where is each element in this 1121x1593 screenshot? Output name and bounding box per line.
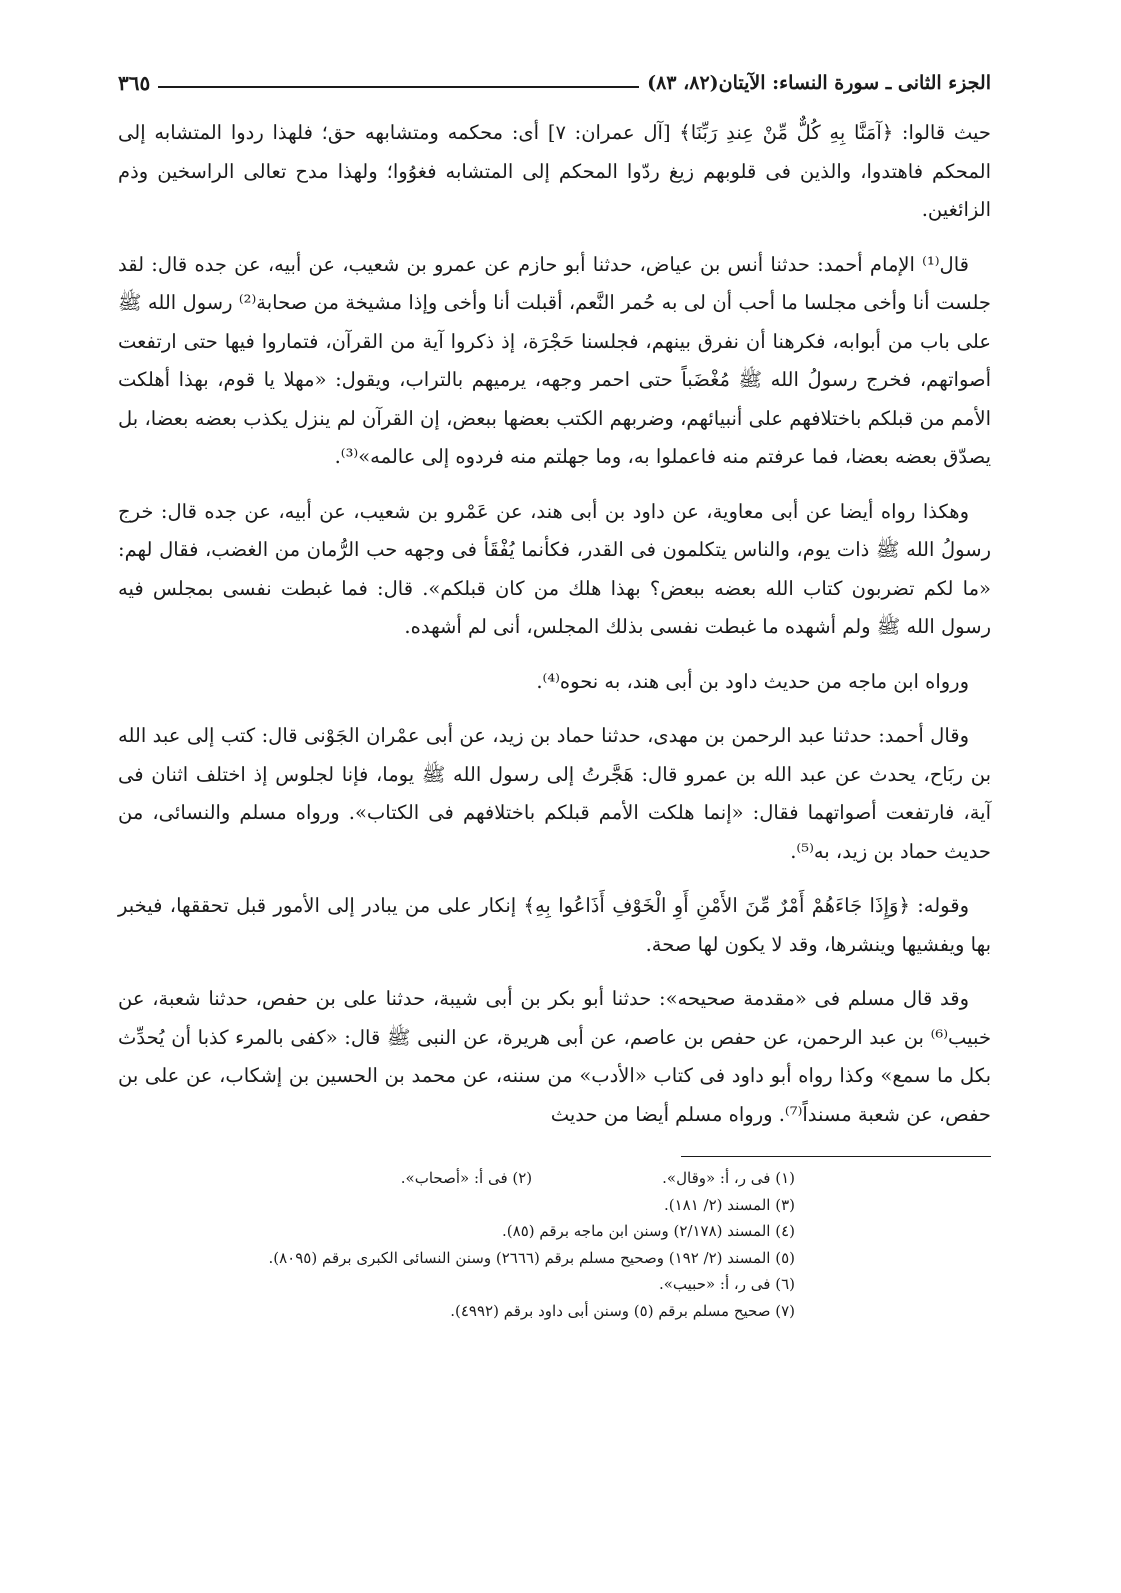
footnote-7: (٧) صحيح مسلم برقم (٥) وسنن أبى داود برقم (٤٩٩٢). (450, 1301, 795, 1320)
paragraph: حيث قالوا: ﴿آمَنَّا بِهِ كُلٌّ مِّنْ عِندِ رَبِّنَا﴾ [آل عمران: ٧] أى: محكمه ومتشابهه حق؛ فلهذا ردوا المتشابه إلى المحكم فاهتدوا، والذين فى قلوبهم زيغ ردّوا المحكم إلى المتشابه فغوُوا؛ ولهذا مدح تعالى الراسخين وذم الزائغين. (118, 121, 991, 221)
footnote-separator (681, 1156, 991, 1157)
running-header (118, 62, 991, 96)
header-rule (158, 86, 639, 88)
paragraph: وقد قال مسلم فى «مقدمة صحيحه»: حدثنا أبو بكر بن أبى شيبة، حدثنا على بن حفص، حدثنا شعبة، عن خبيب⁽⁶⁾ بن عبد الرحمن، عن حفص بن عاصم، عن أبى هريرة، عن النبى ﷺ قال: «كفى بالمرء كذبا أن يُحدِّث بكل ما سمع» وكذا رواه أبو داود فى كتاب «الأدب» من سننه، عن محمد بن الحسين بن إشكاب، عن على بن حفص، عن شعبة مسنداً⁽⁷⁾. ورواه مسلم أيضا من حديث (118, 987, 991, 1126)
footnote-row (118, 1192, 795, 1219)
page-number: ٣٦٥ (118, 71, 151, 95)
footnote-row (118, 1298, 795, 1325)
footnote-row (118, 1165, 795, 1192)
paragraph: وقوله: ﴿وَإِذَا جَاءَهُمْ أَمْرٌ مِّنَ الأَمْنِ أَوِ الْخَوْفِ أَذَاعُوا بِهِ﴾ إنكار على من يبادر إلى الأمور قبل تحققها، فيخبر بها ويفشيها وينشرها، وقد لا يكون لها صحة. (118, 894, 991, 956)
footnote-5: (٥) المسند (٢/ ١٩٢) وصحيح مسلم برقم (٢٦٦٦) وسنن النسائى الكبرى برقم (٨٠٩٥). (268, 1248, 795, 1267)
paragraph: ورواه ابن ماجه من حديث داود بن أبى هند، به نحوه⁽⁴⁾. (536, 669, 969, 693)
header-title: الجزء الثانى ـ سورة النساء: الآيتان(٨٢، ٨٣) (647, 72, 991, 94)
footnote-4: (٤) المسند (٢/١٧٨) وسنن ابن ماجه برقم (٨٥). (502, 1222, 795, 1240)
main-text (118, 114, 991, 1134)
footnote-2: (٢) فى أ: «أصحاب». (400, 1169, 533, 1187)
footnotes (118, 1165, 991, 1324)
paragraph: وهكذا رواه أيضا عن أبى معاوية، عن داود بن أبى هند، عن عَمْرو بن شعيب، عن أبيه، عن جده قال: خرج رسولُ الله ﷺ ذات يوم، والناس يتكلمون فى القدر، فكأنما يُفْقَأ فى وجهه حب الرُّمان من الغضب، فقال لهم: «ما لكم تضربون كتاب الله بعضه ببعض؟ بهذا هلك من كان قبلكم». قال: فما غبطت نفسى بمجلس فيه رسول الله ﷺ ولم أشهده ما غبطت نفسى بذلك المجلس، أنى لم أشهده. (118, 499, 991, 638)
footnote-row (118, 1245, 795, 1272)
paragraph: وقال أحمد: حدثنا عبد الرحمن بن مهدى، حدثنا حماد بن زيد، عن أبى عمْران الجَوْنى قال: كتب إلى عبد الله بن ربَاح، يحدث عن عبد الله بن عمرو قال: هَجَّرتُ إلى رسول الله ﷺ يوما، فإنا لجلوس إذ اختلف اثنان فى آية، فارتفعت أصواتهما فقال: «إنما هلكت الأمم قبلكم باختلافهم فى الكتاب». ورواه مسلم والنسائى، من حديث حماد بن زيد، به⁽⁵⁾. (118, 724, 991, 863)
footnote-6: (٦) فى ر، أ: «حبيب». (658, 1275, 795, 1293)
footnote-row (118, 1218, 795, 1245)
paragraph: قال⁽¹⁾ الإمام أحمد: حدثنا أنس بن عياض، حدثنا أبو حازم عن عمرو بن شعيب، عن أبيه، عن جده قال: لقد جلست أنا وأخى مجلسا ما أحب أن لى به حُمر النَّعم، أقبلت أنا وأخى وإذا مشيخة من صحابة⁽²⁾ رسول الله ﷺ على باب من أبوابه، فكرهنا أن نفرق بينهم، فجلسنا حَجْرَة، إذ ذكروا آية من القرآن، فتماروا فيها حتى ارتفعت أصواتهم، فخرج رسولُ الله ﷺ مُغْضَباً حتى احمر وجهه، يرميهم بالتراب، ويقول: «مهلا يا قوم، بهذا أهلكت الأمم من قبلكم باختلافهم على أنبيائهم، وضربهم الكتب بعضها ببعض، إن القرآن لم ينزل يكذب بعضه بعضا، بل يصدّق بعضه بعضا، فما عرفتم منه فاعملوا به، وما جهلتم منه فردوه إلى عالمه»⁽³⁾. (118, 252, 991, 468)
footnote-1: (١) فى ر، أ: «وقال». (662, 1169, 795, 1187)
footnote-row (118, 1271, 795, 1298)
footnote-3: (٣) المسند (٢/ ١٨١). (663, 1195, 795, 1214)
